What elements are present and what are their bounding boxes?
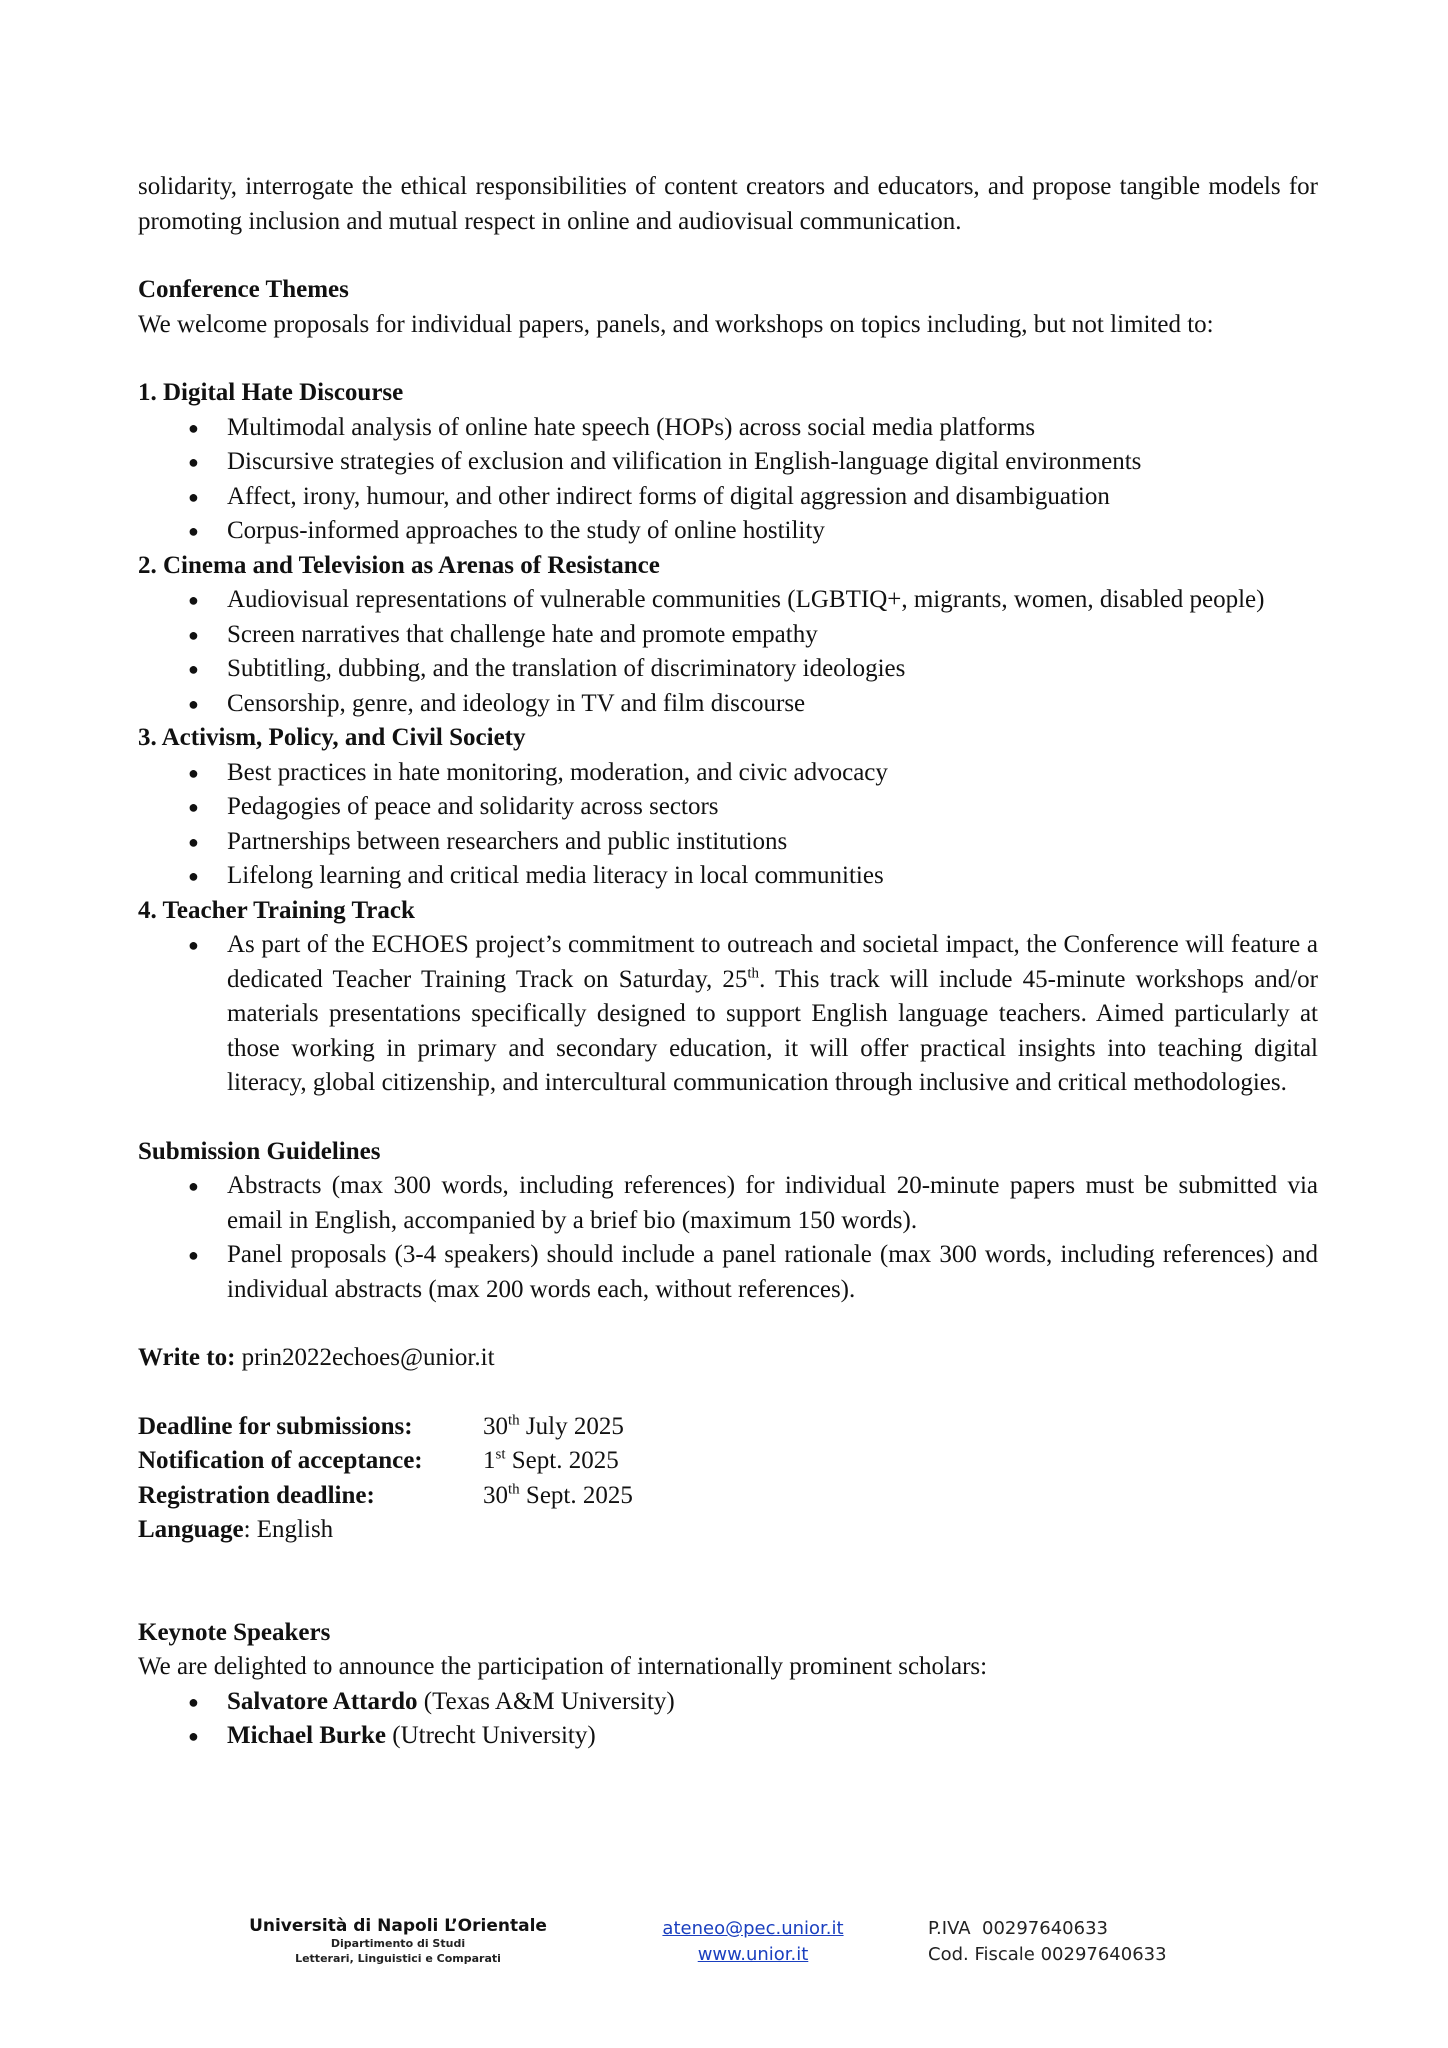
bullet-icon: ● xyxy=(188,693,199,714)
submission-guidelines-heading: Submission Guidelines xyxy=(138,1137,381,1165)
letterhead-footer xyxy=(0,1916,1448,1996)
conference-themes-heading: Conference Themes xyxy=(138,276,349,303)
registration-row: Registration deadline: 30th Sept. 2025 xyxy=(138,1481,633,1509)
theme-1-title: 1. Digital Hate Discourse xyxy=(138,379,404,406)
bullet-icon: ● xyxy=(188,1726,199,1746)
bullet-icon: ● xyxy=(188,486,199,507)
keynote-intro: We are delighted to announce the participation of internationally prominent scholars: xyxy=(138,1653,988,1680)
list-item: ● Subtitling, dubbing, and the translation of discriminatory ideologies xyxy=(138,652,1318,687)
document-body xyxy=(138,170,1318,1754)
list-item: ● Partnerships between researchers and public institutions xyxy=(138,825,1318,860)
list-item: ● Panel proposals (3-4 speakers) should include a panel rationale (max 300 words, including references) and individual abstracts (max 200 words each, without references). xyxy=(138,1238,1318,1307)
department-line-1: Dipartimento di Studi xyxy=(330,1937,466,1950)
intro-paragraph: solidarity, interrogate the ethical responsibilities of content creators and educators, and propose tangible models for promoting inclusion and mutual respect in online and audiovisual communication. xyxy=(138,173,1318,235)
list-item: ● Multimodal analysis of online hate speech (HOPs) across social media platforms xyxy=(138,411,1318,446)
website-link[interactable]: www.unior.it xyxy=(697,1944,809,1965)
theme-3-title: 3. Activism, Policy, and Civil Society xyxy=(138,724,526,751)
bullet-icon: ● xyxy=(188,417,199,438)
theme-3-list xyxy=(138,756,1318,894)
list-item: ● Discursive strategies of exclusion and vilification in English-language digital environments xyxy=(138,445,1318,480)
language-row: Language: English xyxy=(138,1516,334,1543)
theme-2-title: 2. Cinema and Television as Arenas of Resistance xyxy=(138,551,660,579)
bullet-icon: ● xyxy=(188,521,199,541)
list-item: ● Audiovisual representations of vulnerable communities (LGBTIQ+, migrants, women, disabled people) xyxy=(138,583,1318,618)
list-item: ● Corpus-informed approaches to the study of online hostility xyxy=(138,514,1318,549)
bullet-icon: ● xyxy=(188,831,199,852)
list-item: ● As part of the ECHOES project’s commitment to outreach and societal impact, the Conference will feature a dedicated Teacher Training Track on Saturday, 25th. This track will include 45-minute workshops and/or materials presentations specifically designed to support English language teachers. Aimed particularly at those working in primary and secondary education, it will offer practical insights into teaching digital literacy, global citizenship, and intercultural communication through inclusive and critical methodologies. xyxy=(138,928,1318,1101)
contact-links xyxy=(648,1916,858,1968)
bullet-icon: ● xyxy=(188,866,199,886)
conference-themes-intro: We welcome proposals for individual papers, panels, and workshops on topics including, but not limited to: xyxy=(138,310,1214,338)
keynote-list xyxy=(138,1685,1318,1754)
list-item: ● Lifelong learning and critical media literacy in local communities xyxy=(138,859,1318,894)
university-name: Università di Napoli L’Orientale xyxy=(249,1916,547,1936)
deadline-row: Deadline for submissions: 30th July 2025 xyxy=(138,1412,624,1440)
list-item: ● Salvatore Attardo (Texas A&M University) xyxy=(138,1685,1318,1720)
list-item: ● Michael Burke (Utrecht University) xyxy=(138,1719,1318,1754)
piva-text: P.IVA 00297640633 xyxy=(928,1918,1108,1939)
list-item: ● Affect, irony, humour, and other indirect forms of digital aggression and disambiguation xyxy=(138,480,1318,515)
bullet-icon: ● xyxy=(188,1176,199,1196)
list-item: ● Screen narratives that challenge hate and promote empathy xyxy=(138,618,1318,653)
contact-line: Write to: prin2022echoes@unior.it xyxy=(138,1344,495,1371)
bullet-icon: ● xyxy=(188,659,199,679)
bullet-icon: ● xyxy=(188,762,199,783)
bullet-icon: ● xyxy=(188,935,199,955)
contact-email[interactable]: prin2022echoes@unior.it xyxy=(241,1344,495,1371)
notification-row: Notification of acceptance: 1st Sept. 2025 xyxy=(138,1446,619,1474)
bullet-icon: ● xyxy=(188,452,199,472)
theme-4-title: 4. Teacher Training Track xyxy=(138,896,415,924)
department-line-2: Letterari, Linguistici e Comparati xyxy=(295,1952,501,1965)
bullet-icon: ● xyxy=(188,1691,199,1712)
submission-list xyxy=(138,1169,1318,1307)
bullet-icon: ● xyxy=(188,590,199,610)
theme-1-list xyxy=(138,411,1318,549)
theme-2-list xyxy=(138,583,1318,721)
list-item: ● Best practices in hate monitoring, moderation, and civic advocacy xyxy=(138,756,1318,791)
bullet-icon: ● xyxy=(188,797,199,817)
pec-email-link[interactable]: ateneo@pec.unior.it xyxy=(662,1918,844,1939)
keynote-speakers-heading: Keynote Speakers xyxy=(138,1618,331,1646)
codice-fiscale-text: Cod. Fiscale 00297640633 xyxy=(928,1944,1167,1965)
bullet-icon: ● xyxy=(188,624,199,645)
university-block xyxy=(228,1916,568,1966)
list-item: ● Censorship, genre, and ideology in TV and film discourse xyxy=(138,687,1318,722)
bullet-icon: ● xyxy=(188,1245,199,1265)
tax-info xyxy=(928,1916,1167,1968)
list-item: ● Pedagogies of peace and solidarity across sectors xyxy=(138,790,1318,825)
list-item: ● Abstracts (max 300 words, including references) for individual 20-minute papers must be submitted via email in English, accompanied by a brief bio (maximum 150 words). xyxy=(138,1169,1318,1238)
theme-4-list xyxy=(138,928,1318,1101)
